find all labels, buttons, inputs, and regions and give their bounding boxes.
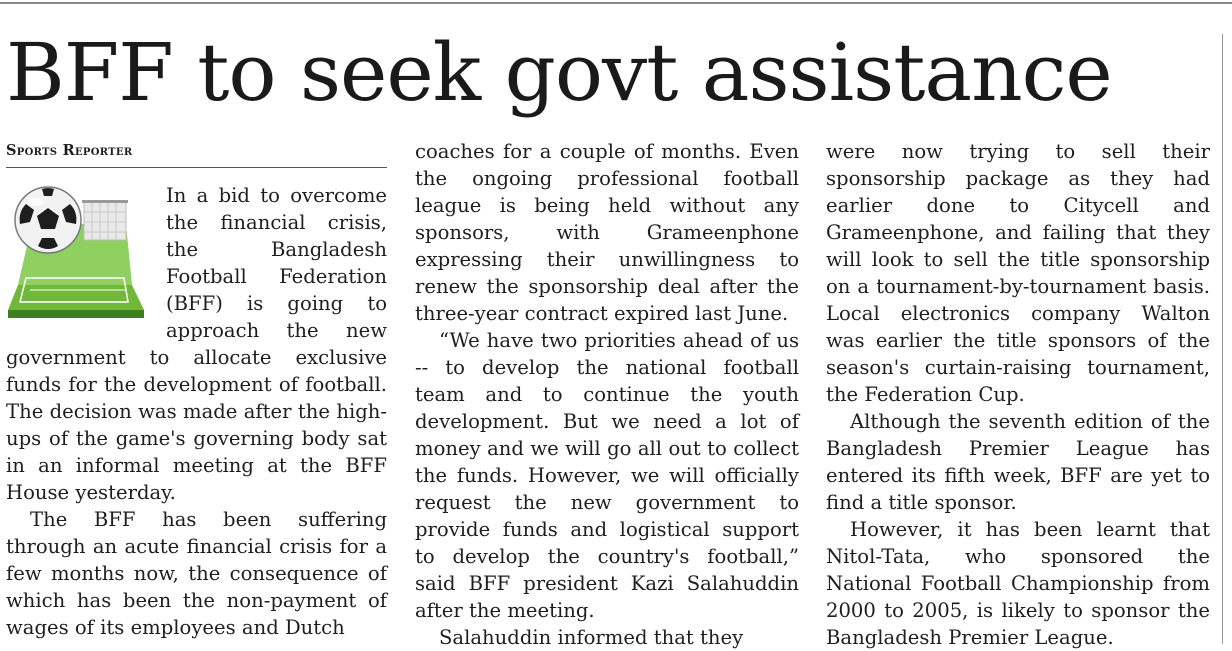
paragraph-4-cont: were now trying to sell their sponsorship package as they had earlier done to Citycell and Grameenphone, and failing that they will look to sell the title sponsorship on a tournament-by-tournament basis. Local electronics company Walton was earlier the title sponsors of the season's curtain-raising tournament, the Federation Cup. (826, 140, 1210, 406)
column-2 (415, 138, 799, 651)
top-rule (0, 2, 1232, 4)
column-1 (6, 138, 387, 641)
column-3 (826, 138, 1210, 651)
byline: Sports Reporter (6, 138, 387, 168)
paragraph-1: In a bid to overcome the financial crisis, the Bangladesh Football Federation (BFF) is going to approach the new government to allocate exclusive funds for the development of football. The decision was made after the high-ups of the game's governing body sat in an informal meeting at the BFF House yesterday. (6, 184, 387, 504)
headline: BFF to seek govt assistance (6, 26, 1112, 119)
paragraph-2-start: The BFF has been suffering through an acute financial crisis for a few months now, the consequence of which has been the non-payment of wages of its employees and Dutch (6, 508, 387, 639)
paragraph-2-cont: coaches for a couple of months. Even the ongoing professional football league is being held without any sponsors, with Grameenphone expressing their unwillingness to renew the sponsorship deal after the three-year contract expired last June. (415, 140, 799, 325)
football-field-icon (6, 182, 156, 334)
paragraph-5: Although the seventh edition of the Bangladesh Premier League has entered its fifth week, BFF are yet to find a title sponsor. (826, 410, 1210, 514)
paragraph-6: However, it has been learnt that Nitol-Tata, who sponsored the National Football Championship from 2000 to 2005, is likely to sponsor the Bangladesh Premier League. (826, 518, 1210, 649)
paragraph-4-start: Salahuddin informed that they (439, 626, 744, 649)
paragraph-3: “We have two priorities ahead of us -- to develop the national football team and to continue the youth development. But we need a lot of money and we will go all out to collect the funds. However, we will officially request the new government to provide funds and logistical support to develop the country's football,” said BFF president Kazi Salahuddin after the meeting. (415, 329, 799, 622)
column-rule (1222, 34, 1223, 644)
